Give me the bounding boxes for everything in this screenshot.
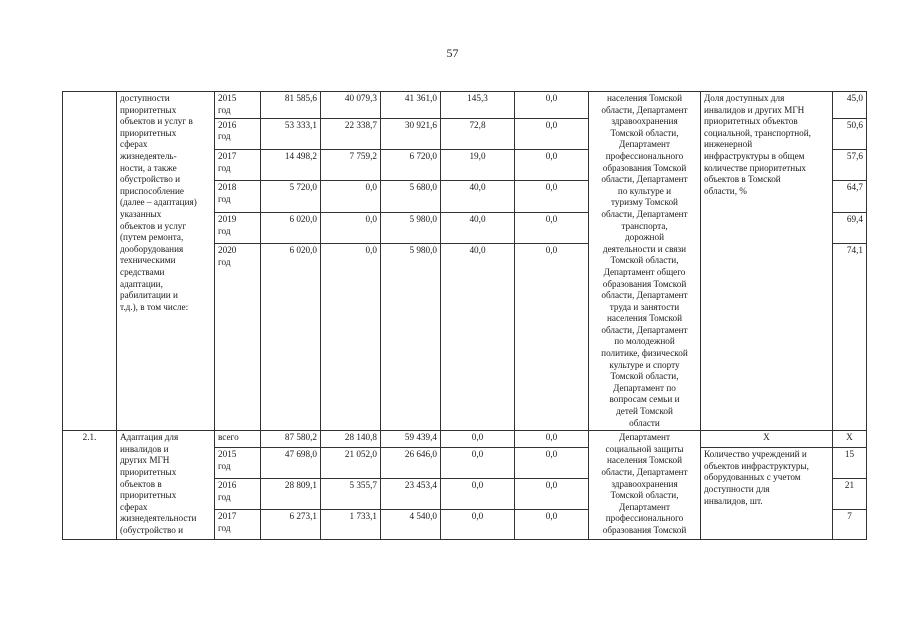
federal-cell: 0,0 <box>321 244 381 431</box>
federal-cell: 5 355,7 <box>321 479 381 510</box>
indicator-header: Х <box>701 431 833 448</box>
item-description: доступности приоритетных объектов и услуг в приоритетных сферах жизнедеятель- ности, а также обустройство и приспособление (далее – адаптация) указанных объектов и услуг (путем ремонта, дооборудования техническими средствами адаптации, рабилитации и т.д.), в том числе: <box>117 92 215 431</box>
year-cell: 2015 год <box>215 448 261 479</box>
local-cell: 0,0 <box>441 479 515 510</box>
other-cell: 0,0 <box>515 510 589 540</box>
local-cell: 145,3 <box>441 92 515 119</box>
other-cell: 0,0 <box>515 150 589 181</box>
total-cell: 28 809,1 <box>261 479 321 510</box>
local-cell: 0,0 <box>441 448 515 479</box>
responsible-departments: населения Томской области, Департамент здравоохранения Томской области, Департамент профессионального образования Томской области, Департамент по культуре и туризму Томской области, Департамент транспорта, дорожной деятельности и связи Томской области, Департамент общего образования Томской области, Департамент труда и занятости населения Томской области, Департамент по молодежной политике, физической культуре и спорту Томской области, Департамент по вопросам семьи и детей Томской области <box>589 92 701 431</box>
indicator-name: Доля доступных для инвалидов и других МГН приоритетных объектов социальной, транспортной, инженерной инфраструктуры в общем количестве приоритетных объектов в Томской области, % <box>701 92 833 431</box>
total-cell: 6 020,0 <box>261 244 321 431</box>
regional-cell: 4 540,0 <box>381 510 441 540</box>
indicator-value: 57,6 <box>833 150 867 181</box>
indicator-value: 45,0 <box>833 92 867 119</box>
other-cell: 0,0 <box>515 92 589 119</box>
regional-cell: 6 720,0 <box>381 150 441 181</box>
table-row <box>63 92 867 119</box>
total-cell: 87 580,2 <box>261 431 321 448</box>
indicator-name: Количество учреждений и объектов инфраструктуры, оборудованных с учетом доступности для инвалидов, шт. <box>701 448 833 540</box>
local-cell: 40,0 <box>441 244 515 431</box>
local-cell: 72,8 <box>441 118 515 149</box>
other-cell: 0,0 <box>515 212 589 243</box>
total-cell: 6 273,1 <box>261 510 321 540</box>
year-cell: 2017 год <box>215 510 261 540</box>
other-cell: 0,0 <box>515 181 589 212</box>
indicator-value: 74,1 <box>833 244 867 431</box>
year-cell: 2015 год <box>215 92 261 119</box>
total-cell: 81 585,6 <box>261 92 321 119</box>
other-cell: 0,0 <box>515 479 589 510</box>
item-description: Адаптация для инвалидов и других МГН приоритетных объектов в приоритетных сферах жизнедеятельности (обустройство и <box>117 431 215 540</box>
indicator-value: 21 <box>833 479 867 510</box>
year-cell: 2016 год <box>215 118 261 149</box>
federal-cell: 22 338,7 <box>321 118 381 149</box>
responsible-departments: Департамент социальной защиты населения Томской области, Департамент здравоохранения Томской области, Департамент профессионального образования Томской <box>589 431 701 540</box>
indicator-value: 15 <box>833 448 867 479</box>
federal-cell: 40 079,3 <box>321 92 381 119</box>
total-cell: 14 498,2 <box>261 150 321 181</box>
total-cell: 53 333,1 <box>261 118 321 149</box>
other-cell: 0,0 <box>515 448 589 479</box>
year-cell: 2018 год <box>215 181 261 212</box>
indicator-value: 50,6 <box>833 118 867 149</box>
year-cell: 2017 год <box>215 150 261 181</box>
local-cell: 40,0 <box>441 181 515 212</box>
item-number <box>63 92 117 431</box>
regional-cell: 30 921,6 <box>381 118 441 149</box>
other-cell: 0,0 <box>515 244 589 431</box>
indicator-value: 69,4 <box>833 212 867 243</box>
indicator-value: 64,7 <box>833 181 867 212</box>
total-cell: 5 720,0 <box>261 181 321 212</box>
local-cell: 40,0 <box>441 212 515 243</box>
regional-cell: 5 680,0 <box>381 181 441 212</box>
local-cell: 19,0 <box>441 150 515 181</box>
federal-cell: 21 052,0 <box>321 448 381 479</box>
item-number: 2.1. <box>63 431 117 540</box>
total-cell: 6 020,0 <box>261 212 321 243</box>
federal-cell: 0,0 <box>321 181 381 212</box>
year-cell: 2019 год <box>215 212 261 243</box>
year-cell: 2016 год <box>215 479 261 510</box>
federal-cell: 7 759,2 <box>321 150 381 181</box>
year-cell: 2020 год <box>215 244 261 431</box>
other-cell: 0,0 <box>515 118 589 149</box>
indicator-value: 7 <box>833 510 867 540</box>
page-number: 57 <box>446 46 459 60</box>
regional-cell: 23 453,4 <box>381 479 441 510</box>
program-table <box>62 91 867 540</box>
regional-cell: 5 980,0 <box>381 244 441 431</box>
indicator-value: Х <box>833 431 867 448</box>
local-cell: 0,0 <box>441 510 515 540</box>
other-cell: 0,0 <box>515 431 589 448</box>
total-cell: 47 698,0 <box>261 448 321 479</box>
federal-cell: 1 733,1 <box>321 510 381 540</box>
regional-cell: 5 980,0 <box>381 212 441 243</box>
federal-cell: 0,0 <box>321 212 381 243</box>
federal-cell: 28 140,8 <box>321 431 381 448</box>
regional-cell: 59 439,4 <box>381 431 441 448</box>
regional-cell: 26 646,0 <box>381 448 441 479</box>
table-row <box>63 431 867 448</box>
year-cell: всего <box>215 431 261 448</box>
regional-cell: 41 361,0 <box>381 92 441 119</box>
local-cell: 0,0 <box>441 431 515 448</box>
